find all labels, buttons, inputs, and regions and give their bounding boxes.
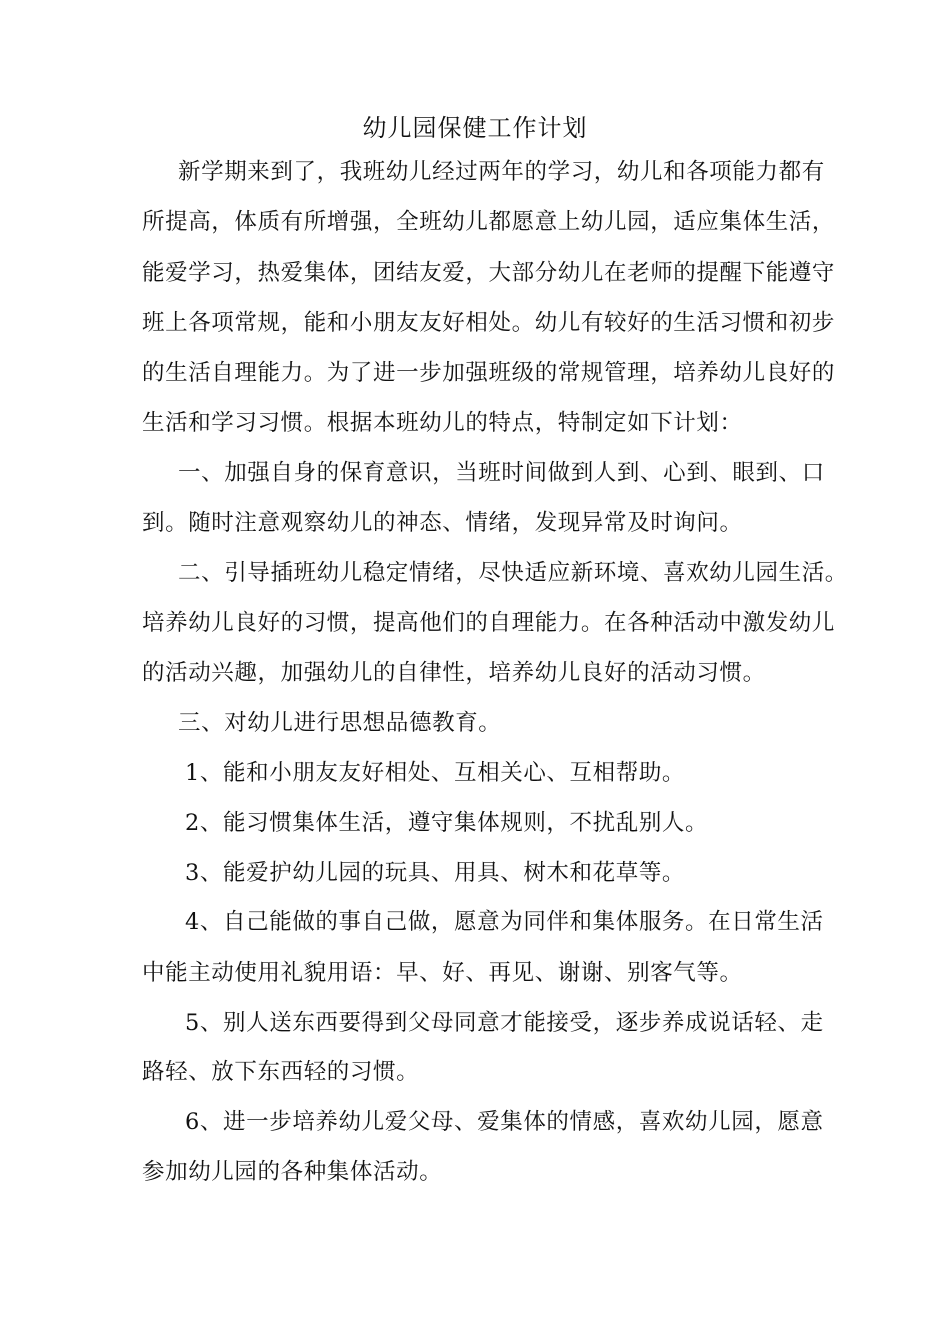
list-item: 4、自己能做的事自己做，愿意为同伴和集体服务。在日常生活 bbox=[185, 909, 824, 935]
document-title: 幼儿园保健工作计划 bbox=[362, 114, 588, 142]
paragraph-line: 的活动兴趣，加强幼儿的自律性，培养幼儿良好的活动习惯。 bbox=[142, 660, 766, 686]
paragraph-line: 参加幼儿园的各种集体活动。 bbox=[142, 1159, 443, 1185]
paragraph-line: 生活和学习习惯。根据本班幼儿的特点，特制定如下计划： bbox=[142, 410, 743, 436]
paragraph-line: 的生活自理能力。为了进一步加强班级的常规管理，培养幼儿良好的 bbox=[142, 360, 836, 386]
paragraph-line: 所提高，体质有所增强，全班幼儿都愿意上幼儿园，适应集体生活， bbox=[142, 209, 836, 235]
paragraph-line: 中能主动使用礼貌用语：早、好、再见、谢谢、别客气等。 bbox=[142, 960, 743, 986]
list-item: 3、能爱护幼儿园的玩具、用具、树木和花草等。 bbox=[185, 860, 686, 886]
paragraph-line: 二、引导插班幼儿稳定情绪，尽快适应新环境、喜欢幼儿园生活。 bbox=[178, 560, 848, 586]
paragraph-line: 路轻、放下东西轻的习惯。 bbox=[142, 1059, 420, 1085]
paragraph-line: 培养幼儿良好的习惯，提高他们的自理能力。在各种活动中激发幼儿 bbox=[142, 610, 836, 636]
paragraph-line: 新学期来到了，我班幼儿经过两年的学习，幼儿和各项能力都有 bbox=[178, 159, 825, 185]
list-item: 5、别人送东西要得到父母同意才能接受，逐步养成说话轻、走 bbox=[185, 1010, 824, 1036]
paragraph-line: 一、加强自身的保育意识，当班时间做到人到、心到、眼到、口 bbox=[178, 460, 825, 486]
paragraph-line: 能爱学习，热爱集体，团结友爱，大部分幼儿在老师的提醒下能遵守 bbox=[142, 260, 836, 286]
paragraph-line: 三、对幼儿进行思想品德教育。 bbox=[178, 710, 502, 736]
list-item: 6、进一步培养幼儿爱父母、爱集体的情感，喜欢幼儿园，愿意 bbox=[185, 1109, 824, 1135]
paragraph-line: 到。随时注意观察幼儿的神态、情绪，发现异常及时询问。 bbox=[142, 510, 743, 536]
paragraph-line: 班上各项常规，能和小朋友友好相处。幼儿有较好的生活习惯和初步 bbox=[142, 310, 836, 336]
list-item: 1、能和小朋友友好相处、互相关心、互相帮助。 bbox=[185, 760, 686, 786]
list-item: 2、能习惯集体生活，遵守集体规则，不扰乱别人。 bbox=[185, 810, 709, 836]
